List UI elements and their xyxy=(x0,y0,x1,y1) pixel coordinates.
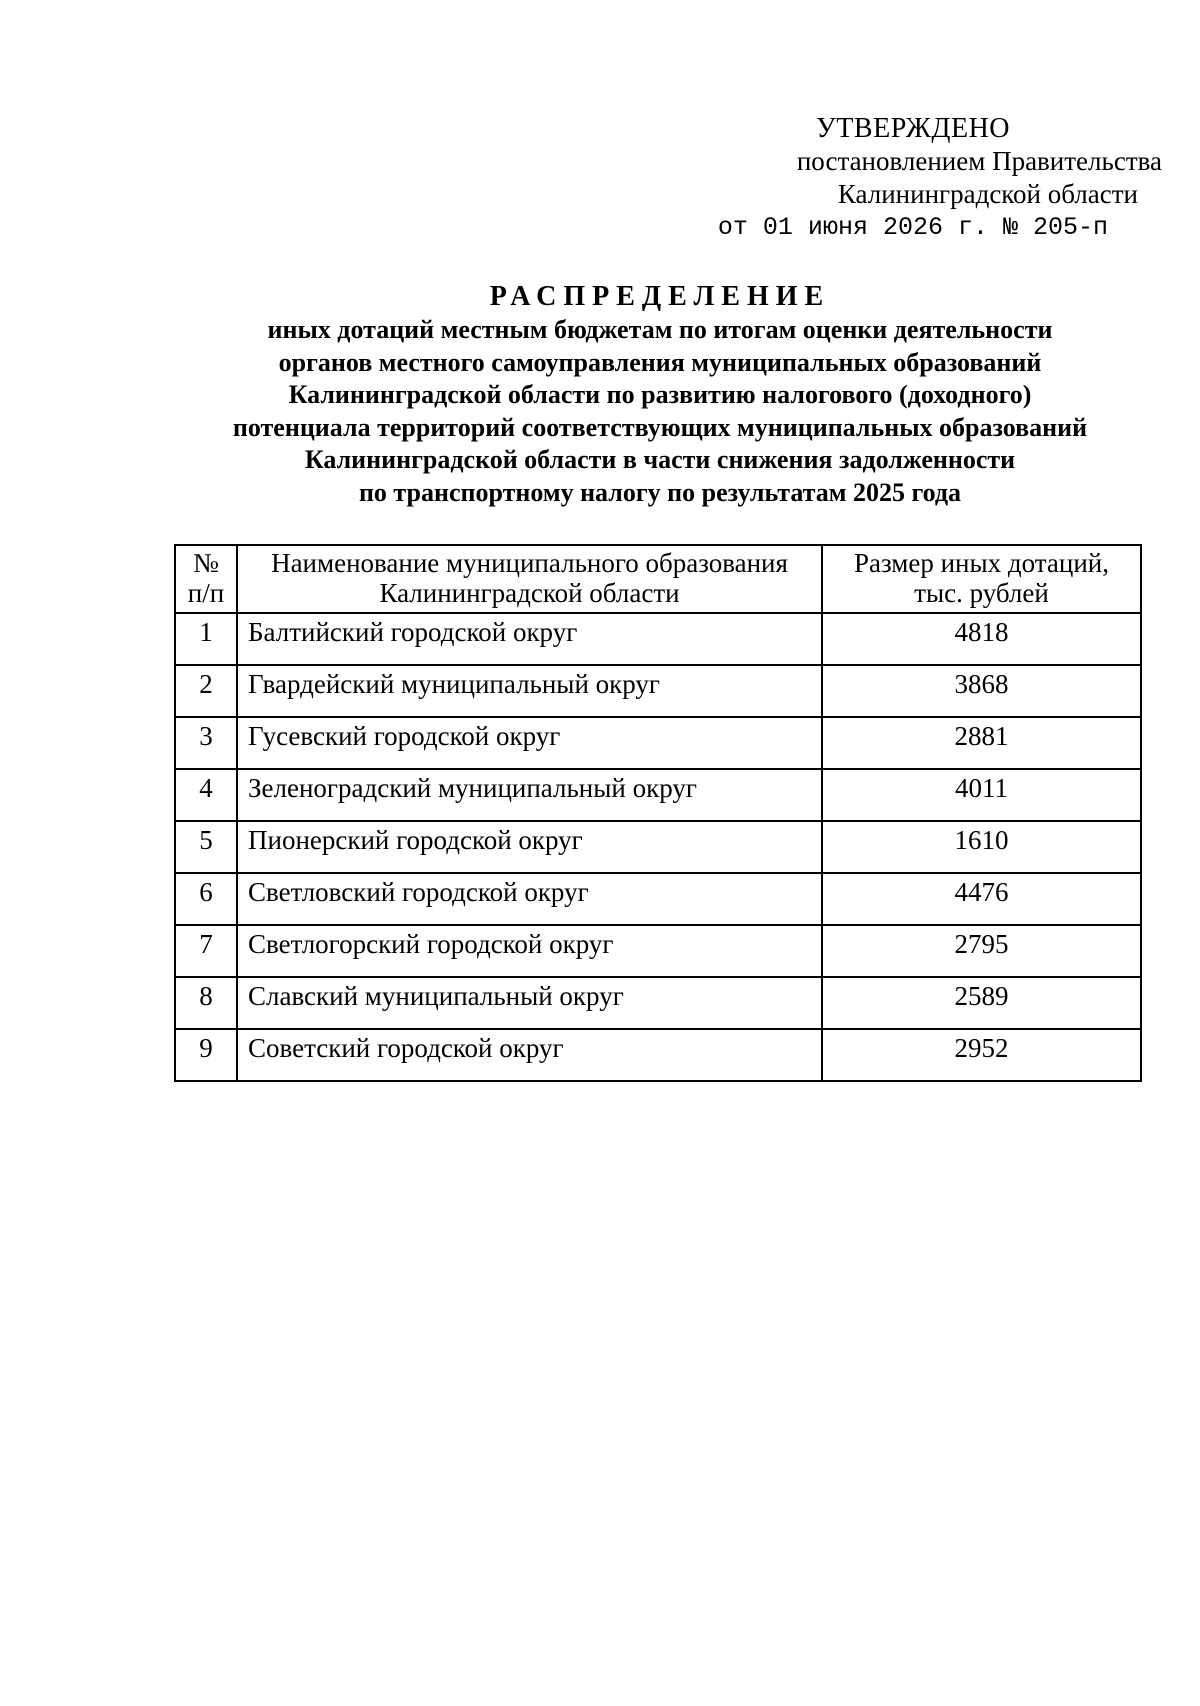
subtitle-line: органов местного самоуправления муниципальных образований xyxy=(278,347,1042,377)
header-amount-line-2: тыс. рублей xyxy=(914,578,1049,608)
row-amount: 4818 xyxy=(822,613,1141,665)
row-number: 3 xyxy=(175,717,237,769)
approval-line-2: Калининградской области xyxy=(837,179,1138,209)
row-name: Славский муниципальный округ xyxy=(237,977,822,1029)
header-number xyxy=(175,545,237,613)
row-number: 5 xyxy=(175,821,237,873)
row-amount: 2589 xyxy=(822,977,1141,1029)
row-name: Советский городской округ xyxy=(237,1029,822,1081)
header-amount xyxy=(822,545,1141,613)
row-name: Балтийский городской округ xyxy=(237,613,822,665)
row-name: Светловский городской округ xyxy=(237,873,822,925)
row-name: Пионерский городской округ xyxy=(237,821,822,873)
header-number-line-2: п/п xyxy=(187,578,225,608)
table-row xyxy=(175,873,1141,925)
row-number: 7 xyxy=(175,925,237,977)
row-amount: 4011 xyxy=(822,769,1141,821)
row-name: Зеленоградский муниципальный округ xyxy=(237,769,822,821)
subtitle-line: Калининградской области в части снижения задолженности xyxy=(304,445,1016,474)
header-number-line-1: № xyxy=(193,548,219,578)
row-number: 4 xyxy=(175,769,237,821)
table-row xyxy=(175,717,1141,769)
document-subtitle xyxy=(150,314,1170,509)
row-amount: 3868 xyxy=(822,665,1141,717)
subtitle-line: иных дотаций местным бюджетам по итогам оценки деятельности xyxy=(267,315,1053,344)
table-row xyxy=(175,977,1141,1029)
approval-heading: УТВЕРЖДЕНО xyxy=(815,113,1011,144)
row-amount: 1610 xyxy=(822,821,1141,873)
row-number: 9 xyxy=(175,1029,237,1081)
row-number: 6 xyxy=(175,873,237,925)
document-title-block xyxy=(150,280,1170,509)
subtitle-line: Калининградской области по развитию налогового (доходного) xyxy=(288,380,1032,409)
table-row xyxy=(175,821,1141,873)
header-name xyxy=(237,545,822,613)
approval-stamp xyxy=(588,112,1162,244)
row-number: 1 xyxy=(175,613,237,665)
header-name-line-1: Наименование муниципального образования xyxy=(271,548,788,578)
header-name-line-2: Калининградской области xyxy=(379,578,680,608)
row-amount: 2795 xyxy=(822,925,1141,977)
approval-line-1: постановлением Правительства xyxy=(796,146,1162,176)
row-name: Светлогорский городской округ xyxy=(237,925,822,977)
table-header-row xyxy=(175,545,1141,613)
row-number: 8 xyxy=(175,977,237,1029)
row-amount: 4476 xyxy=(822,873,1141,925)
table-row xyxy=(175,769,1141,821)
table-row xyxy=(175,665,1141,717)
row-name: Гусевский городской округ xyxy=(237,717,822,769)
subtitle-line: по транспортному налогу по результатам 2025 года xyxy=(358,477,962,507)
table-row xyxy=(175,925,1141,977)
row-amount: 2952 xyxy=(822,1029,1141,1081)
distribution-table xyxy=(174,544,1142,1082)
row-amount: 2881 xyxy=(822,717,1141,769)
table-row xyxy=(175,1029,1141,1081)
approval-date-line: от 01 июня 2026 г. № 205-п xyxy=(717,213,1108,242)
document-title: РАСПРЕДЕЛЕНИЕ xyxy=(489,281,831,312)
row-number: 2 xyxy=(175,665,237,717)
row-name: Гвардейский муниципальный округ xyxy=(237,665,822,717)
subtitle-line: потенциала территорий соответствующих муниципальных образований xyxy=(232,412,1088,442)
table-row xyxy=(175,613,1141,665)
header-amount-line-1: Размер иных дотаций, xyxy=(854,548,1109,578)
